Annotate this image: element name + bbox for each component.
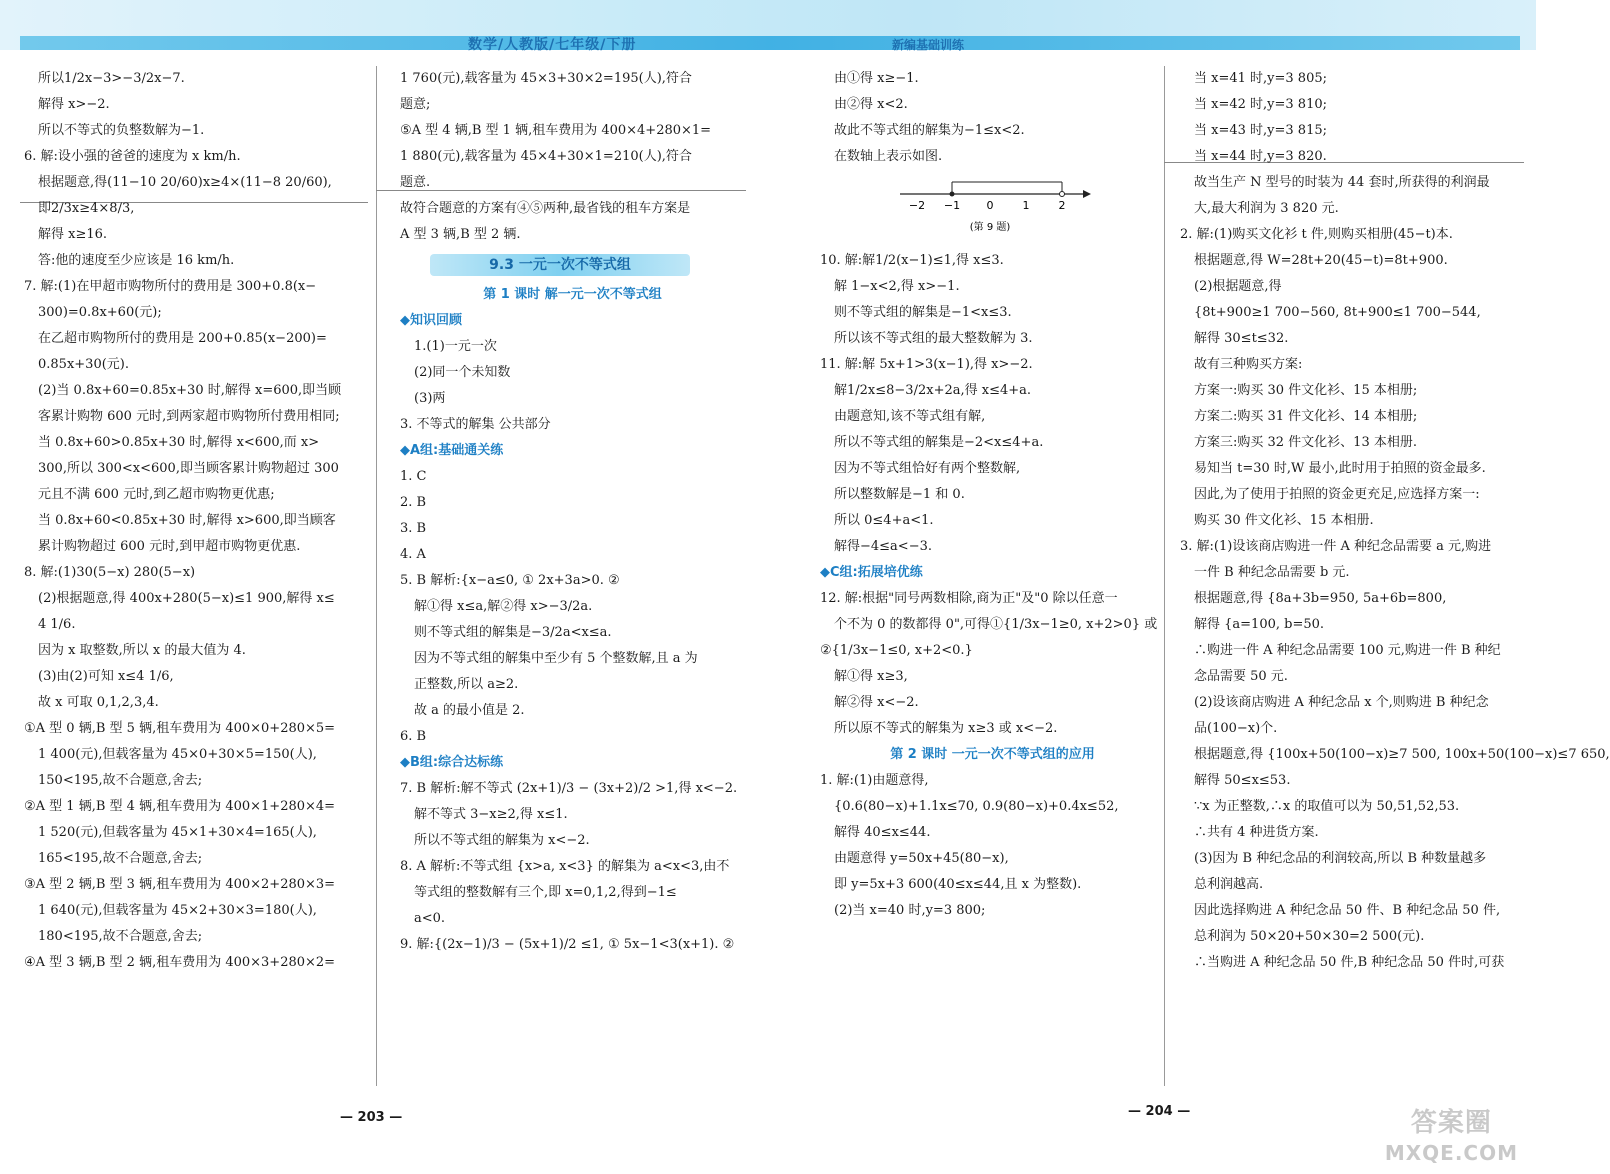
header-strip: [20, 36, 1520, 50]
answer-line: 元且不满 600 元时,到乙超市购物更优惠;: [38, 487, 275, 502]
answer-line: 4. A: [400, 547, 426, 562]
watermark-logo: [1385, 1108, 1518, 1168]
answer-line: 方案一:购买 30 件文化衫、15 本相册;: [1194, 383, 1418, 398]
answer-line: (2)根据题意,得 400x+280(5−x)≤1 900,解得 x≤: [38, 591, 335, 606]
answer-line: 由①得 x≥−1.: [834, 71, 919, 86]
tick-label: −2: [908, 199, 926, 212]
answer-line: 解得 40≤x≤44.: [834, 825, 931, 840]
answer-line: 1 640(元),但载客量为 45×2+30×3=180(人),: [38, 903, 317, 918]
answer-line: 1.(1)一元一次: [414, 339, 497, 354]
answer-line: 所以 0≤4+a<1.: [834, 513, 934, 528]
answer-line: 6. B: [400, 729, 427, 744]
answer-line: 1 400(元),但载客量为 45×0+30×5=150(人),: [38, 747, 317, 762]
header-title: 数学/人教版/七年级/下册: [468, 37, 637, 53]
answer-line: 总利润越高.: [1194, 877, 1264, 892]
answer-column-1: [24, 66, 369, 976]
answer-line: 因为 x 取整数,所以 x 的最大值为 4.: [38, 643, 246, 658]
answer-line: 8. 解:(1)30(5−x) 280(5−x): [24, 565, 196, 580]
answer-line: 7. B 解析:解不等式 (2x+1)/3 − (3x+2)/2 >1,得 x<−2.: [400, 781, 738, 796]
answer-line: 1 880(元),载客量为 45×4+30×1=210(人),符合: [400, 149, 692, 164]
answer-line: 12. 解:根据"同号两数相除,商为正"及"0 除以任意一: [820, 591, 1118, 606]
answer-line: 解1/2x≤8−3/2x+2a,得 x≤4+a.: [834, 383, 1032, 398]
answer-line: 大,最大利润为 3 820 元.: [1194, 201, 1339, 216]
answer-line: 10. 解:解1/2(x−1)≤1,得 x≤3.: [820, 253, 1004, 268]
answer-block: [400, 334, 745, 438]
answer-line: 故当生产 N 型号的时装为 44 套时,所获得的利润最: [1194, 175, 1490, 190]
section-banner: 9.3 一元一次不等式组: [430, 254, 690, 276]
answer-line: 当 x=41 时,y=3 805;: [1194, 71, 1327, 86]
answer-line: ∴购进一件 A 种纪念品需要 100 元,购进一件 B 种纪: [1194, 643, 1501, 658]
answer-line: 根据题意,得(11−10 20/60)x≥4×(11−8 20/60),: [38, 175, 332, 190]
answer-line: 4 1/6.: [38, 617, 76, 632]
page-number-left: — 203 —: [340, 1110, 403, 1125]
answer-line: (3)两: [414, 391, 446, 406]
answer-line: ①A 型 0 辆,B 型 5 辆,租车费用为 400×0+280×5=: [24, 721, 336, 736]
answer-line: 所以整数解是−1 和 0.: [834, 487, 965, 502]
answer-line: 在数轴上表示如图.: [834, 149, 943, 164]
answer-line: a<0.: [414, 911, 446, 926]
answer-line: 解得 x≥16.: [38, 227, 108, 242]
answer-line: {8t+900≥1 700−560, 8t+900≤1 700−544,: [1194, 305, 1481, 320]
arrow-icon: [1083, 190, 1091, 198]
answer-line: 所以1/2x−3>−3/2x−7.: [38, 71, 185, 86]
closed-point: [950, 192, 955, 197]
answer-line: 故此不等式组的解集为−1≤x<2.: [834, 123, 1025, 138]
column-divider: [376, 66, 377, 1086]
answer-line: ∵x 为正整数,∴x 的取值可以为 50,51,52,53.: [1194, 799, 1460, 814]
answer-line: 则不等式组的解集是−1<x≤3.: [834, 305, 1012, 320]
answer-line: 解 1−x<2,得 x>−1.: [834, 279, 960, 294]
answer-block: [400, 776, 745, 958]
answer-line: (2)当 0.8x+60=0.85x+30 时,解得 x=600,即当顾: [38, 383, 342, 398]
answer-line: 3. 不等式的解集 公共部分: [400, 417, 551, 432]
lesson-title: 第 2 课时 一元一次不等式组的应用: [890, 747, 1095, 762]
answer-line: 等式组的整数解有三个,即 x=0,1,2,得到−1≤: [414, 885, 677, 900]
answer-line: 3. B: [400, 521, 427, 536]
answer-block: [820, 586, 1165, 742]
section-heading: ◆知识回顾: [400, 313, 462, 328]
answer-line: ③A 型 2 辆,B 型 3 辆,租车费用为 400×2+280×3=: [24, 877, 336, 892]
answer-line: 所以该不等式组的最大整数解为 3.: [834, 331, 1033, 346]
answer-line: 解得 30≤t≤32.: [1194, 331, 1289, 346]
answer-line: 因为不等式组的解集中至少有 5 个整数解,且 a 为: [414, 651, 698, 666]
answer-line: 故符合题意的方案有④⑤两种,最省钱的租车方案是: [400, 201, 691, 216]
answer-line: 则不等式组的解集是−3/2a<x≤a.: [414, 625, 612, 640]
answer-line: 所以不等式的负整数解为−1.: [38, 123, 205, 138]
answer-line: 根据题意,得 {8a+3b=950, 5a+6b=800,: [1194, 591, 1447, 606]
answer-line: 5. B 解析:{x−a≤0, ① 2x+3a>0. ②: [400, 573, 620, 588]
answer-line: 题意.: [400, 175, 431, 190]
answer-line: 故 x 可取 0,1,2,3,4.: [38, 695, 159, 710]
header-brand: 新编基础训练: [892, 38, 965, 52]
answer-line: 正整数,所以 a≥2.: [414, 677, 519, 692]
answer-line: 165<195,故不合题意,舍去;: [38, 851, 203, 866]
page-number-right: — 204 —: [1128, 1104, 1191, 1119]
number-line-figure: [895, 180, 1095, 236]
answer-line: {0.6(80−x)+1.1x≤70, 0.9(80−x)+0.4x≤52,: [834, 799, 1119, 814]
answer-line: 11. 解:解 5x+1>3(x−1),得 x>−2.: [820, 357, 1033, 372]
answer-block: [400, 66, 745, 248]
answer-line: 9. 解:{(2x−1)/3 − (5x+1)/2 ≤1, ① 5x−1<3(x+1). ②: [400, 937, 735, 952]
answer-line: ②A 型 1 辆,B 型 4 辆,租车费用为 400×1+280×4=: [24, 799, 336, 814]
answer-line: 由题意知,该不等式组有解,: [834, 409, 986, 424]
answer-line: 易知当 t=30 时,W 最小,此时用于拍照的资金最多.: [1194, 461, 1486, 476]
answer-column-4: [1180, 66, 1610, 976]
answer-block: [400, 464, 745, 750]
answer-line: 所以不等式组的解集是−2<x≤4+a.: [834, 435, 1044, 450]
answer-line: 总利润为 50×20+50×30=2 500(元).: [1194, 929, 1425, 944]
answer-line: 300,所以 300<x<600,即当顾客累计购物超过 300: [38, 461, 339, 476]
answer-column-2: [400, 66, 745, 958]
answer-line: 解①得 x≤a,解②得 x>−3/2a.: [414, 599, 593, 614]
answer-line: 方案二:购买 31 件文化衫、14 本相册;: [1194, 409, 1418, 424]
answer-line: 3. 解:(1)设该商店购进一件 A 种纪念品需要 a 元,购进: [1180, 539, 1492, 554]
open-point: [1060, 192, 1065, 197]
answer-line: 客累计购物 600 元时,到两家超市购物所付费用相同;: [38, 409, 340, 424]
answer-line: 2. 解:(1)购买文化衫 t 件,则购买相册(45−t)本.: [1180, 227, 1453, 242]
answer-line: 方案三:购买 32 件文化衫、13 本相册.: [1194, 435, 1417, 450]
answer-line: 解得 {a=100, b=50.: [1194, 617, 1325, 632]
answer-line: 1 760(元),载客量为 45×3+30×2=195(人),符合: [400, 71, 692, 86]
watermark-url: MXQE.COM: [1384, 1141, 1518, 1165]
answer-line: 由②得 x<2.: [834, 97, 908, 112]
answer-line: (3)由(2)可知 x≤4 1/6,: [38, 669, 174, 684]
section-heading: ◆C组:拓展培优练: [820, 565, 923, 580]
answer-line: 当 0.8x+60>0.85x+30 时,解得 x<600,而 x>: [38, 435, 320, 450]
answer-line: 当 0.8x+60<0.85x+30 时,解得 x>600,即当顾客: [38, 513, 336, 528]
answer-line: 当 x=42 时,y=3 810;: [1194, 97, 1327, 112]
watermark-text: 答案圈: [1410, 1108, 1492, 1138]
lesson-title: 第 1 课时 解一元一次不等式组: [483, 287, 662, 302]
answer-line: 答:他的速度至少应该是 16 km/h.: [38, 253, 235, 268]
answer-line: 解不等式 3−x≥2,得 x≤1.: [414, 807, 568, 822]
answer-line: (3)因为 B 种纪念品的利润较高,所以 B 种数量越多: [1194, 851, 1487, 866]
answer-line: 累计购物超过 600 元时,到甲超市购物更优惠.: [38, 539, 301, 554]
figure-caption: (第 9 题): [969, 222, 1011, 233]
answer-line: (2)当 x=40 时,y=3 800;: [834, 903, 986, 918]
answer-line: 当 x=44 时,y=3 820.: [1194, 149, 1327, 164]
answer-line: 即 y=5x+3 600(40≤x≤44,且 x 为整数).: [834, 877, 1082, 892]
answer-block: [820, 248, 1165, 560]
answer-line: 故有三种购买方案:: [1194, 357, 1303, 372]
answer-line: 解得 x>−2.: [38, 97, 110, 112]
answer-line: 1. C: [400, 469, 427, 484]
answer-line: 即2/3x≥4×8/3,: [38, 201, 135, 216]
answer-line: ②{1/3x−1≤0, x+2<0.}: [820, 643, 973, 658]
answer-line: (2)同一个未知数: [414, 365, 511, 380]
tick-label: 1: [1022, 199, 1030, 212]
answer-line: 题意;: [400, 97, 431, 112]
answer-line: (2)根据题意,得: [1194, 279, 1282, 294]
answer-line: ④A 型 3 辆,B 型 2 辆,租车费用为 400×3+280×2=: [24, 955, 336, 970]
page-header-band: [0, 0, 1536, 50]
answer-line: ∴共有 4 种进货方案.: [1194, 825, 1319, 840]
answer-line: 解得 50≤x≤53.: [1194, 773, 1291, 788]
section-heading: ◆A组:基础通关练: [400, 443, 504, 458]
answer-line: 所以原不等式的解集为 x≥3 或 x<−2.: [834, 721, 1058, 736]
answer-line: 所以不等式组的解集为 x<−2.: [414, 833, 590, 848]
answer-line: 1. 解:(1)由题意得,: [820, 773, 929, 788]
answer-line: 解①得 x≥3,: [834, 669, 908, 684]
answer-line: 当 x=43 时,y=3 815;: [1194, 123, 1327, 138]
answer-line: 300)=0.8x+60(元);: [38, 305, 162, 320]
answer-line: 根据题意,得 W=28t+20(45−t)=8t+900.: [1194, 253, 1448, 268]
answer-line: 解得−4≤a<−3.: [834, 539, 932, 554]
answer-line: 150<195,故不合题意,舍去;: [38, 773, 203, 788]
answer-line: 个不为 0 的数都得 0",可得①{1/3x−1≥0, x+2>0} 或: [834, 617, 1158, 632]
answer-line: 购买 30 件文化衫、15 本相册.: [1194, 513, 1374, 528]
answer-line: 7. 解:(1)在甲超市购物所付的费用是 300+0.8(x−: [24, 279, 317, 294]
answer-line: ⑤A 型 4 辆,B 型 1 辆,租车费用为 400×4+280×1=: [400, 123, 712, 138]
answer-line: 1 520(元),但载客量为 45×1+30×4=165(人),: [38, 825, 317, 840]
answer-line: 解②得 x<−2.: [834, 695, 919, 710]
section-heading: ◆B组:综合达标练: [400, 755, 504, 770]
answer-line: 品(100−x)个.: [1194, 721, 1278, 736]
answer-line: 由题意得 y=50x+45(80−x),: [834, 851, 1009, 866]
answer-line: 0.85x+30(元).: [38, 357, 129, 372]
answer-line: 6. 解:设小强的爸爸的速度为 x km/h.: [24, 149, 241, 164]
tick-label: 2: [1058, 199, 1066, 212]
answer-line: 故 a 的最小值是 2.: [414, 703, 525, 718]
answer-line: 180<195,故不合题意,舍去;: [38, 929, 203, 944]
answer-line: 因为不等式组恰好有两个整数解,: [834, 461, 1021, 476]
answer-block: [820, 66, 1165, 170]
answer-block: [820, 768, 1165, 924]
answer-line: (2)设该商店购进 A 种纪念品 x 个,则购进 B 种纪念: [1194, 695, 1489, 710]
answer-line: 因此选择购进 A 种纪念品 50 件、B 种纪念品 50 件,: [1194, 903, 1501, 918]
answer-line: 在乙超市购物所付的费用是 200+0.85(x−200)=: [38, 331, 327, 346]
answer-line: 2. B: [400, 495, 427, 510]
answer-line: A 型 3 辆,B 型 2 辆.: [400, 227, 521, 242]
answer-line: 8. A 解析:不等式组 {x>a, x<3} 的解集为 a<x<3,由不: [400, 859, 730, 874]
answer-line: 一件 B 种纪念品需要 b 元.: [1194, 565, 1350, 580]
answer-line: 因此,为了使用于拍照的资金更充足,应选择方案一:: [1194, 487, 1480, 502]
answer-line: 根据题意,得 {100x+50(100−x)≥7 500, 100x+50(100−x)≤7 650,: [1194, 747, 1610, 762]
tick-label: 0: [986, 199, 994, 212]
answer-line: ∴当购进 A 种纪念品 50 件,B 种纪念品 50 件时,可获: [1194, 955, 1505, 970]
answer-line: 念品需要 50 元.: [1194, 669, 1288, 684]
tick-label: −1: [943, 199, 961, 212]
